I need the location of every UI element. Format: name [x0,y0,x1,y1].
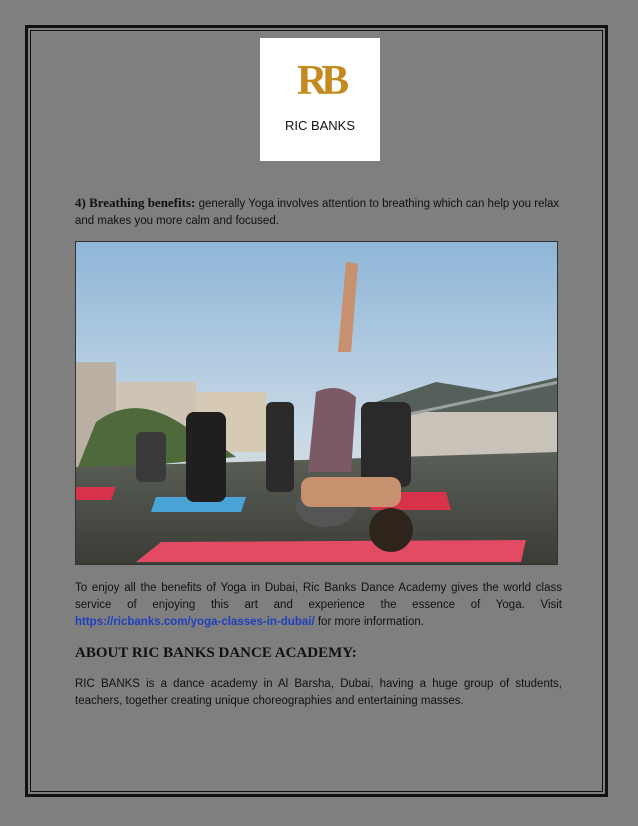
enjoy-after: for more information. [314,616,424,628]
enjoy-paragraph [75,580,562,631]
ric-banks-logo [260,38,380,161]
enjoy-text: To enjoy all the benefits of Yoga in Dubai, Ric Banks Dance Academy gives the world class service of enjoying this art and experience the essence of Yoga. Visit [75,582,562,611]
about-heading: ABOUT RIC BANKS DANCE ACADEMY: [75,645,357,661]
yoga-classes-link[interactable]: https://ricbanks.com/yoga-classes-in-dubai/ [75,616,315,628]
logo-name: RIC BANKS [284,118,356,133]
breathing-paragraph [75,194,562,230]
breathing-heading: 4) Breathing benefits: [75,195,196,210]
about-paragraph: RIC BANKS is a dance academy in Al Barsha, Dubai, having a huge group of students, teachers, together creating unique choreographies and entertaining masses. [75,678,562,707]
breathing-text: generally Yoga involves attention to breathing which can help you relax and makes you more calm and focused. [75,198,560,227]
logo-monogram: RB [296,58,344,104]
yoga-photo [75,241,558,565]
